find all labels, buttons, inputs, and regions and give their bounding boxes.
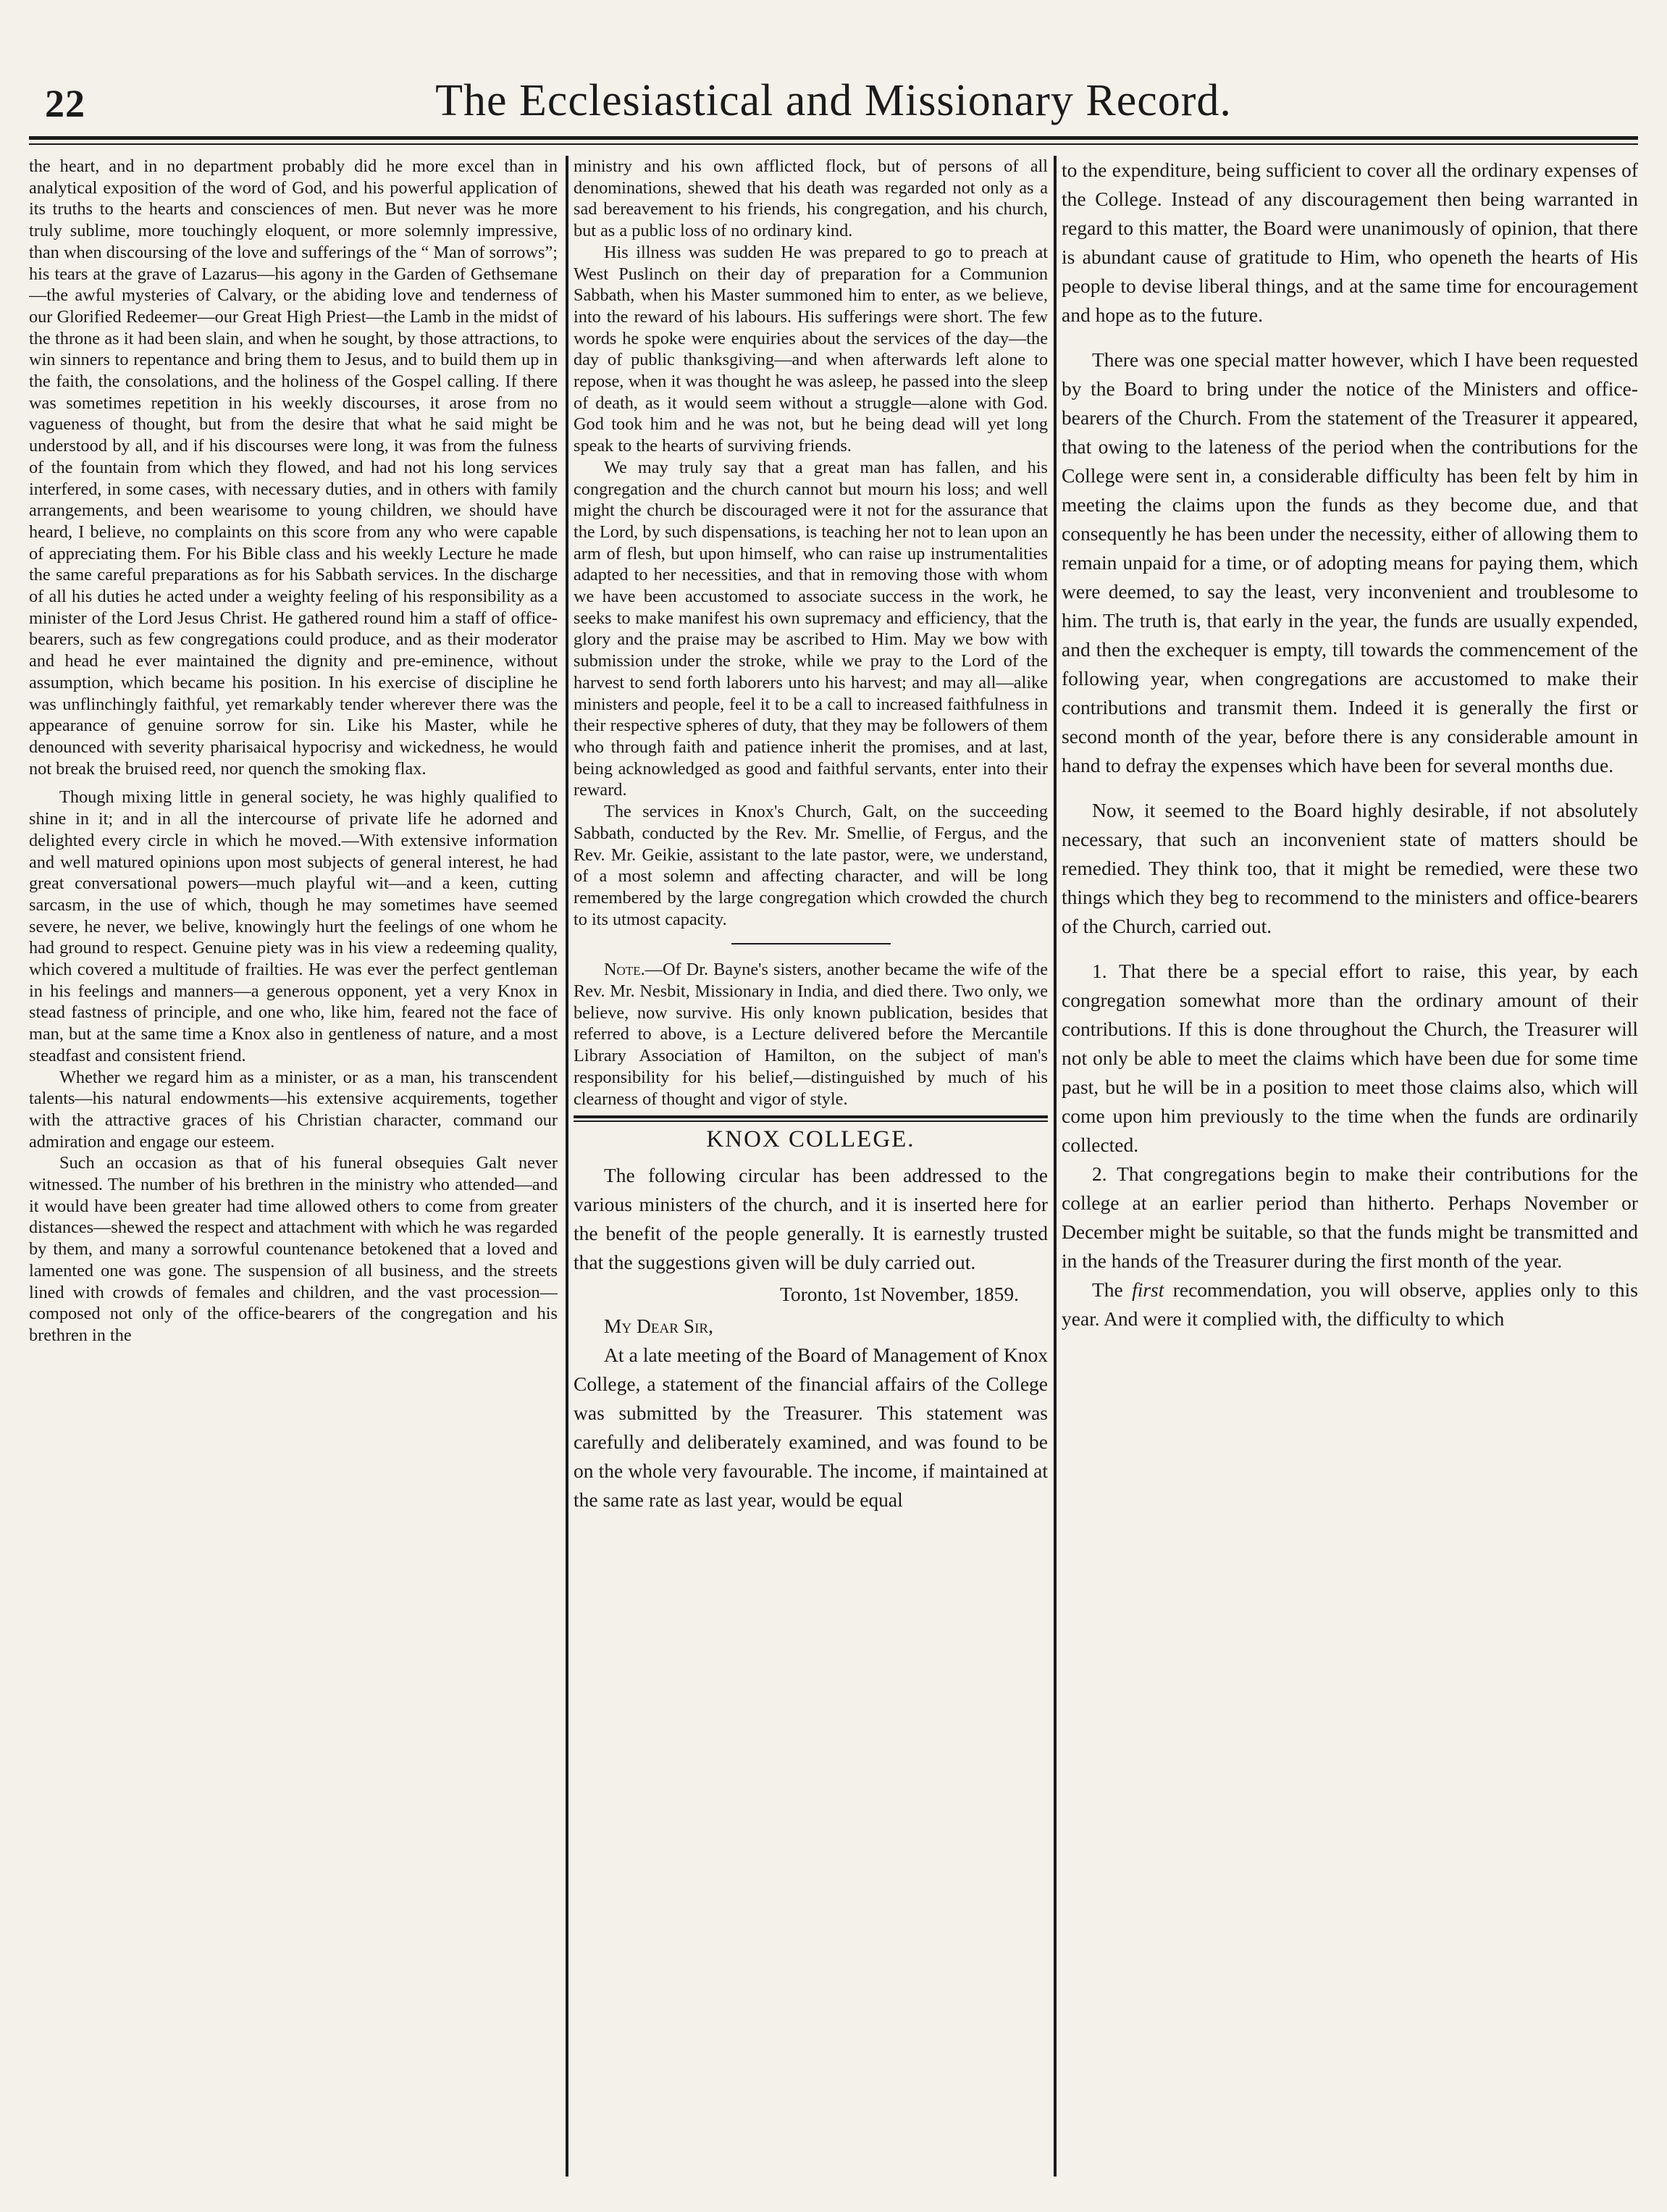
paragraph: There was one special matter however, which I have been requested by the Board to bring under the notice of the Ministers and office-bearers of the Church. From the statement of the Treasurer it appeared, that owing to the lateness of the period when the contributions for the College were sent in, a considerable difficulty has been felt by him in meeting the claims upon the funds as they become due, and that consequently he has been under the necessity, either of allowing them to remain unpaid for a time, or of adopting means for paying them, which were deemed, to say the least, very inconvenient and troublesome to him. The truth is, that early in the year, the funds are usually expended, and then the exchequer is empty, till towards the commencement of the following year, when congregations are accustomed to make their contributions and transmit them. Indeed it is generally the first or second month of the year, before there is any considerable amount in hand to defray the expenses which have been for several months due.	[1062, 348, 1638, 776]
paragraph: The services in Knox's Church, Galt, on the succeeding Sabbath, conducted by the Rev. Mr. Smellie, of Fergus, and the Rev. Mr. Geikie, assistant to the late pastor, were, we understand, of a most solemn and affecting character, and will be long remembered by the large congregation which crowded the church to its utmost capacity.	[574, 802, 1048, 929]
note-text: —Of Dr. Bayne's sisters, another became the wife of the Rev. Mr. Nesbit, Missionary in India, and died there. Two only, we believe, now survive. His only known publication, besides that referred to above, is a Lecture delivered before the Mercantile Library Association of Hamilton, on the subject of man's responsibility for his belief,—distinguished by much of his clearness of thought and vigor of style.	[574, 960, 1048, 1109]
paragraph: to the expenditure, being sufficient to cover all the ordinary expenses of the College. Instead of any discouragement then being warranted in regard to this matter, the Board were unanimously of opinion, that there is abundant cause of gratitude to Him, who openeth the hearts of His people to devise liberal things, and at the same time for encouragement and hope as to the future.	[1062, 159, 1638, 326]
emphasis: first	[1132, 1278, 1164, 1301]
paragraph: Though mixing little in general society, he was highly qualified to shine in it; and in all the intercourse of private life he adorned and delighted every circle in which he moved.—With extensive information and well matured opinions upon most subjects of general interest, he had great conversational powers—much playful wit—and a keen, cutting sarcasm, in the use of which, though he may sometimes have seemed severe, he never, we belive, knowingly hurt the feelings of one whom he had ground to respect. Genuine piety was in his view a redeeming quality, which covered a multitude of frailties. He was ever the perfect gentleman in his feelings and manners—a generous opponent, yet a very Knox in stead fastness of principle, and one who, like him, feared not the face of man, but at the same time a Knox also in gentleness of nature, and a most steadfast and consistent friend.	[29, 787, 558, 1065]
section-rule	[574, 1120, 1048, 1122]
column-1	[29, 156, 558, 2177]
page-number: 22	[45, 82, 85, 125]
journal-title: The Ecclesiastical and Missionary Record.	[435, 76, 1232, 125]
paragraph: The following circular has been addressed to the various ministers of the church, and it is inserted here for the benefit of the people generally. It is earnestly trusted that the suggestions given will be duly carried out.	[574, 1163, 1048, 1273]
paragraph: ministry and his own afflicted flock, but of persons of all denominations, shewed that his death was regarded not only as a sad bereavement to his friends, his congregation, and his church, but as a public loss of no ordinary kind.	[574, 156, 1048, 241]
paragraph	[1062, 1275, 1638, 1333]
paragraph: 1. That there be a special effort to raise, this year, by each congregation somewhat more than the ordinary amount of their contributions. If this is done throughout the Church, the Treasurer will not only be able to meet the claims which have been due for some time past, but he will be in a position to meet those claims also, which will come upon him previously to the time when the funds are ordinarily collected.	[1062, 960, 1638, 1156]
paragraph: Such an occasion as that of his funeral obsequies Galt never witnessed. The number of his brethren in the ministry who attended—and it would have been greater had time allowed others to come from greater distances—shewed the respect and attachment with which he was regarded by them, and many a sorrowful countenance betokened that a loved and lamented one was gone. The suspension of all business, and the streets lined with crowds of females and children, and the vast procession—composed not only of the office-bearers of the congregation and his brethren in the	[29, 1153, 558, 1345]
text-run: recommendation, you will observe, applies only to this year. And were it complied with, the difficulty to which	[1062, 1278, 1638, 1330]
paragraph: Now, it seemed to the Board highly desirable, if not absolutely necessary, that such an inconvenient state of matters should be remedied. They think too, that it might be remedied, were these two things which they beg to recommend to the ministers and office-bearers of the Church, carried out.	[1062, 799, 1638, 937]
header-rule-thick	[29, 136, 1638, 140]
dateline: Toronto, 1st November, 1859.	[780, 1282, 1019, 1305]
paragraph: We may truly say that a great man has fallen, and his congregation and the church cannot but mourn his loss; and well might the church be discouraged were it not for the assurance that the Lord, by such dispensations, is teaching her not to lean upon an arm of flesh, but upon himself, who can raise up instrumentalities adapted to her necessities, and that in removing those with whom we have been accustomed to associate success in the work, he seeks to make manifest his own supremacy and efficiency, that the glory and the praise may be ascribed to Him. May we bow with submission under the stroke, while we pray to the Lord of the harvest to send forth laborers unto his harvest; and may all—alike ministers and people, feel it to be a call to increased faithfulness in their respective spheres of duty, that they may be followers of them who through faith and patience inherit the promises, and at last, being acknowledged as good and faithful servants, enter into their reward.	[574, 457, 1048, 800]
paragraph: His illness was sudden He was prepared to go to preach at West Puslinch on their day of preparation for a Communion Sabbath, when his Master summoned him to enter, as we believe, into the reward of his labours. His sufferings were short. The few words he spoke were enquiries about the services of the day—the day of public thanksgiving—and when afterwards left alone to repose, when it was thought he was asleep, he passed into the sleep of death, as it would seem without a struggle—alone with God. God took him and he was not, but he being dead will yet long speak to the hearts of surviving friends.	[574, 242, 1048, 456]
page-header	[29, 0, 1638, 145]
paragraph: At a late meeting of the Board of Management of Knox College, a statement of the financial affairs of the College was submitted by the Treasurer. This statement was carefully and deliberately examined, and was found to be on the whole very favourable. The income, if maintained at the same rate as last year, would be equal	[574, 1343, 1048, 1511]
knox-college-circular	[574, 1161, 1048, 1515]
separator-rule	[731, 943, 891, 944]
note-label: Note.	[604, 960, 645, 980]
column-3	[1062, 156, 1638, 2177]
note-paragraph	[574, 959, 1048, 1110]
paragraph: 2. That congregations begin to make their contributions for the college at an earlier period than hitherto. Perhaps November or December might be suitable, so that the funds might be transmitted and in the hands of the Treasurer during the first month of the year.	[1062, 1162, 1638, 1272]
section-rule	[574, 1115, 1048, 1118]
column-divider	[566, 156, 568, 2177]
salutation: My Dear Sir,	[604, 1314, 713, 1337]
text-run: The	[1092, 1278, 1133, 1301]
paragraph: Whether we regard him as a minister, or as a man, his transcendent talents—his natural endowments—his extensive acquirements, together with the attractive graces of his Christian character, command our admiration and engage our esteem.	[29, 1067, 558, 1152]
column-divider	[1054, 156, 1057, 2177]
header-rule-thin	[29, 143, 1638, 145]
column-2	[574, 156, 1048, 2177]
section-heading: KNOX COLLEGE.	[706, 1126, 915, 1153]
paragraph: the heart, and in no department probably did he more excel than in analytical exposition of the word of God, and his powerful application of its truths to the hearts and consciences of men. But never was he more truly sublime, more touchingly eloquent, or more solemnly impressive, than when discoursing of the love and sufferings of the “ Man of sorrows”; his tears at the grave of Lazarus—his agony in the Garden of Gethsemane—the awful mysteries of Calvary, or the abiding love and tenderness of our Glorified Redeemer—our Great High Priest—the Lamb in the midst of the throne as it had been slain, and when he sought, by those attractions, to win sinners to repentance and bring them to Jesus, and to build them up in the faith, the consolations, and the holiness of the Gospel calling. If there was sometimes repetition in his weekly discourses, it arose from no vagueness of thought, but from the desire that what he said might be understood by all, and if his discourses were long, it was from the fulness of the fountain from which they flowed, and had not his long services interfered, in some cases, with necessary duties, and in others with family arrangements, and been wearisome to young children, we should have heard, I believe, no complaints on this score from any who were capable of appreciating them. For his Bible class and his weekly Lecture he made the same careful preparations as for his Sabbath services. In the discharge of all his duties he acted under a weighty feeling of his responsibility as a minister of the Lord Jesus Christ. He gathered round him a staff of office-bearers, such as few congregations could produce, and as their moderator and head he ever maintained the dignity and pre-eminence, without assumption, which became his position. In his exercise of discipline he was unflinchingly faithful, yet remarkably tender wherever there was the appearance of genuine sorrow for sin. Like his Master, while he denounced with severity pharisaical hypocrisy and wickedness, he would not break the bruised reed, nor quench the smoking flax.	[29, 156, 558, 779]
